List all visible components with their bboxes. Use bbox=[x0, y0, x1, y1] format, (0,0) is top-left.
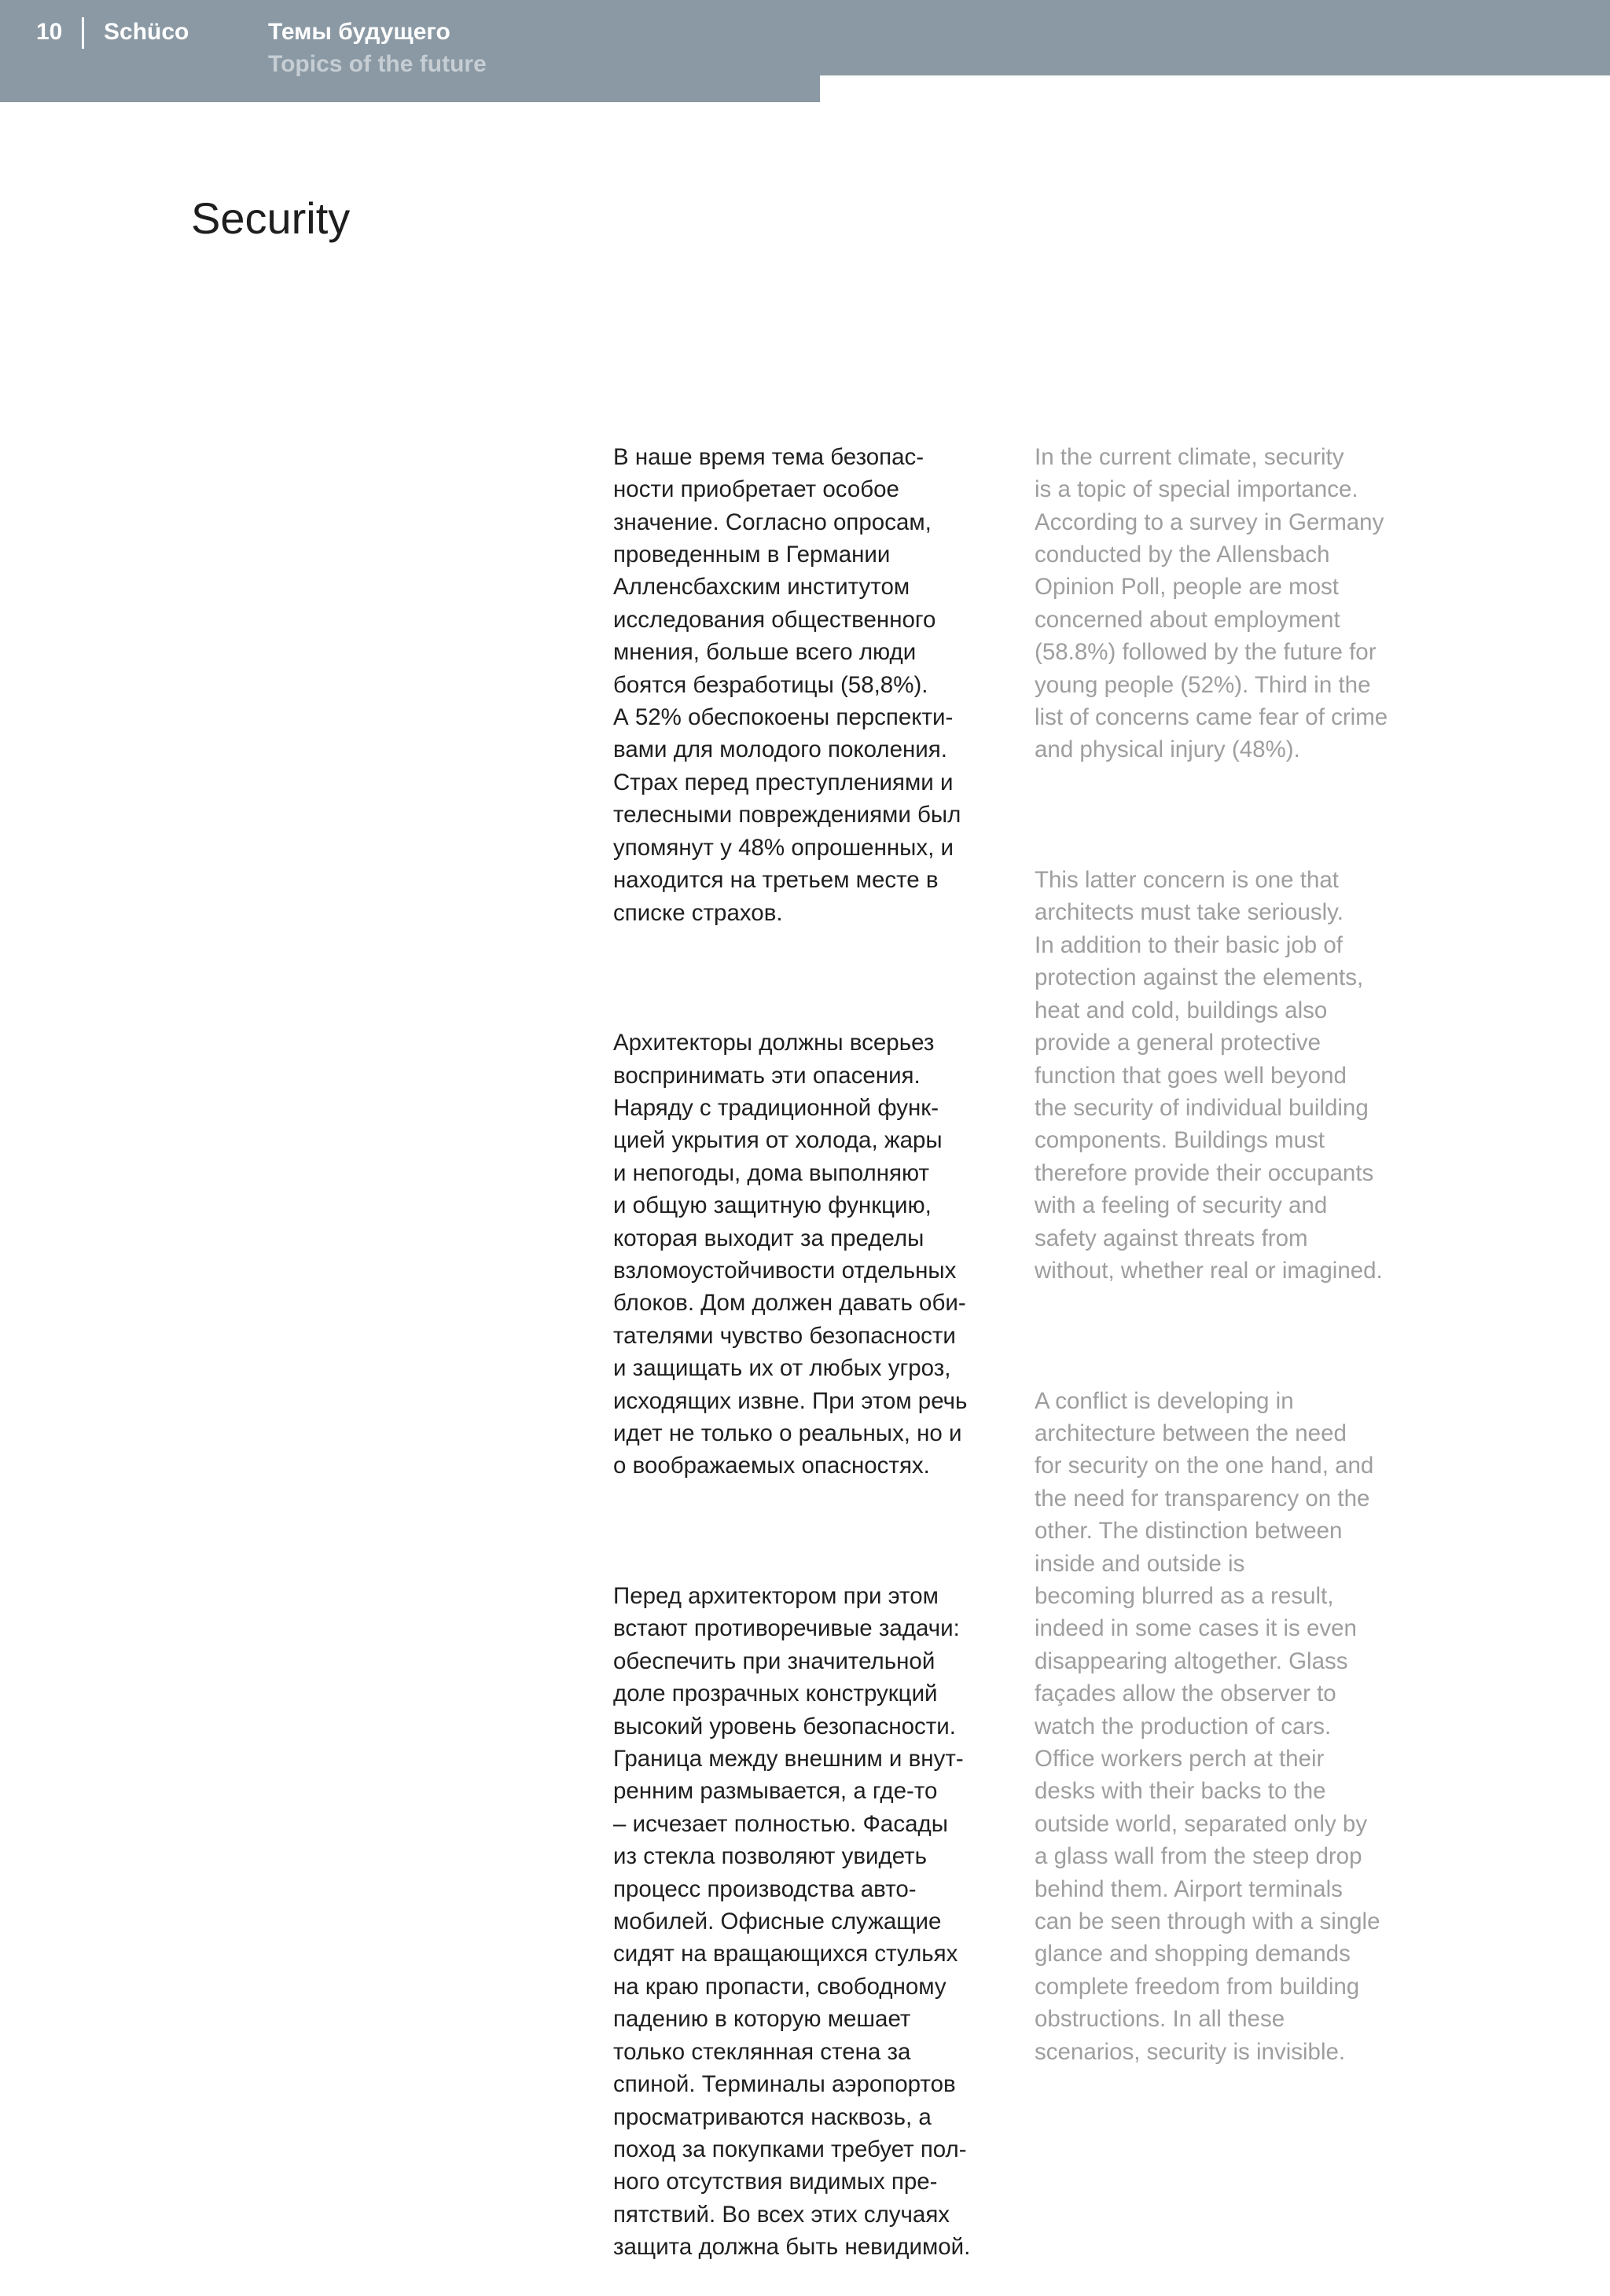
english-paragraph: A conflict is developing in architecture between the need for security on the one hand, and the need for transparency on the other. The distinction between inside and outside is becoming blurred as a result, indeed in some cases it is even disappearing altogether. Glass façades allow the observer to watch the production of cars. Office workers perch at their desks with their backs to the outside world, separated only by a glass wall from the steep drop behind them. Airport terminals can be seen through with a single glance and shopping demands complete freedom from building obstructions. In all these scenarios, security is invisible. bbox=[1035, 1387, 1380, 2065]
header-tab bbox=[0, 75, 820, 102]
section-title-russian: Темы будущего bbox=[268, 19, 450, 45]
page-title: Security bbox=[191, 193, 351, 243]
russian-paragraph: В наше время тема безопас- ности приобретает особое значение. Согласно опросам, проведенным в Германии Алленсбахским институтом исследования общественного мнения, больше всего люди боятся безработицы (58,8%). А 52% обеспокоены перспекти- вами для молодого поколения. Страх перед преступлениями и телесными повреждениями был упомянут у 48% опрошенных, и находится на третьем месте в списке страхов. bbox=[613, 443, 961, 926]
section-title-english: Topics of the future bbox=[268, 51, 487, 77]
page-number: 10 bbox=[36, 19, 63, 45]
brand-name: Schüco bbox=[104, 19, 189, 45]
english-text-column bbox=[1035, 376, 1443, 2101]
russian-paragraph: Перед архитектором при этом встают противоречивые задачи: обеспечить при значительной доле прозрачных конструкций высокий уровень безопасности. Граница между внешним и внут- ренним размывается, а где-то – исчезает полностью. Фасады из стекла позволяют увидеть процесс производства авто- мобилей. Офисные служащие сидят на вращающихся стульях на краю пропасти, свободному падению в которую мешает только стеклянная стена за спиной. Терминалы аэропортов просматриваются насквозь, а поход за покупками требует пол- ного отсутствия видимых пре- пятствий. Во всех этих случаях защита должна быть невидимой. bbox=[613, 1583, 971, 2261]
russian-text-column bbox=[613, 376, 1022, 2296]
english-paragraph: In the current climate, security is a topic of special importance. According to a survey in Germany conducted by the Allensbach Opinion Poll, people are most concerned about employment (58.8%) followed by the future for young people (52%). Third in the list of concerns came fear of crime and physical injury (48%). bbox=[1035, 443, 1388, 763]
header-divider bbox=[82, 17, 84, 49]
english-paragraph: This latter concern is one that architects must take seriously. In addition to their basic job of protection against the elements, heat and cold, buildings also provide a general protective function that goes well beyond the security of individual building components. Buildings must therefore provide their occupants with a feeling of security and safety against threats from without, whether real or imagined. bbox=[1035, 867, 1383, 1284]
russian-paragraph: Архитекторы должны всерьез воспринимать эти опасения. Наряду с традиционной функ- цией укрытия от холода, жары и непогоды, дома выполняют и общую защитную функцию, которая выходит за пределы взломоустойчивости отдельных блоков. Дом должен давать оби- тателями чувство безопасности и защищать их от любых угроз, исходящих извне. При этом речь идет не только о реальных, но и о воображаемых опасностях. bbox=[613, 1030, 968, 1479]
header-band bbox=[0, 0, 1610, 75]
